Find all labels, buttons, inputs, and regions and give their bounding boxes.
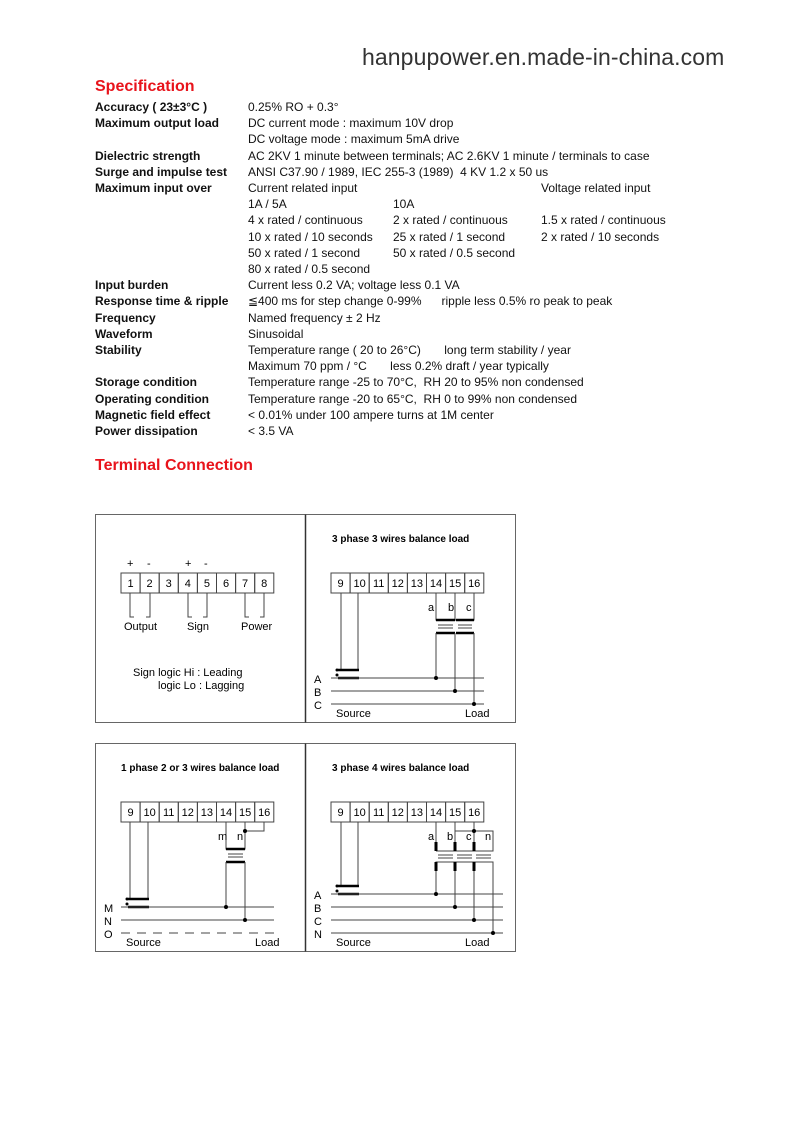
terminal-label: 16 [468, 807, 481, 819]
svg-text:a: a [428, 602, 435, 614]
terminal-label: 14 [219, 807, 233, 819]
terminal-label: 13 [410, 807, 424, 819]
terminal-label: 15 [448, 578, 462, 590]
svg-text:Sign logic Hi : Leading: Sign logic Hi : Leading [133, 667, 243, 679]
terminal-label: 9 [337, 578, 344, 590]
svg-text:Load: Load [255, 937, 280, 949]
terminal-label: 15 [448, 807, 462, 819]
terminal-label: 7 [242, 578, 249, 590]
spec-value: < 0.01% under 100 ampere turns at 1M center [248, 407, 494, 422]
svg-text:+: + [185, 558, 192, 570]
spec-value: 50 x rated / 1 second 50 x rated / 0.5 second [248, 245, 516, 260]
spec-value: Named frequency ± 2 Hz [248, 310, 381, 325]
terminal-label: 13 [200, 807, 214, 819]
svg-text:N: N [104, 916, 112, 928]
terminal-connection-heading: Terminal Connection [95, 457, 253, 474]
terminal-label: 8 [261, 578, 268, 590]
terminal-label: 1 [127, 578, 134, 590]
spec-label: Dielectric strength [95, 148, 201, 163]
svg-text:Load: Load [465, 937, 490, 949]
terminal-label: 4 [184, 578, 191, 590]
spec-value: DC current mode : maximum 10V drop [248, 116, 454, 131]
site-url: hanpupower.en.made-in-china.com [362, 44, 725, 70]
spec-value: Current related input Voltage related input [248, 181, 651, 196]
spec-value: ≦400 ms for step change 0-99% ripple less 0.5% ro peak to peak [248, 294, 613, 309]
spec-value: Temperature range ( 20 to 26°C) long term stability / year [248, 343, 571, 358]
svg-text:Source: Source [336, 937, 371, 949]
svg-text:+: + [127, 558, 134, 570]
spec-label: Magnetic field effect [95, 407, 211, 422]
spec-label: Power dissipation [95, 424, 198, 439]
spec-value: Temperature range -20 to 65°C, RH 0 to 99% non condensed [248, 391, 577, 406]
spec-value: AC 2KV 1 minute between terminals; AC 2.6KV 1 minute / terminals to case [248, 148, 650, 163]
svg-text:Load: Load [465, 708, 490, 720]
terminal-label: 11 [372, 578, 385, 590]
terminal-label: 10 [143, 807, 156, 819]
spec-value: Current less 0.2 VA; voltage less 0.1 VA [248, 278, 460, 293]
svg-text:3 phase 3 wires balance load: 3 phase 3 wires balance load [332, 534, 470, 545]
svg-text:B: B [314, 687, 322, 699]
spec-label: Operating condition [95, 391, 209, 406]
spec-value: Temperature range -25 to 70°C, RH 20 to 95% non condensed [248, 375, 584, 390]
spec-label: Surge and impulse test [95, 164, 228, 179]
svg-text:O: O [104, 929, 113, 941]
svg-text:C: C [314, 916, 322, 928]
svg-text:c: c [466, 831, 472, 843]
spec-value: DC voltage mode : maximum 5mA drive [248, 132, 460, 147]
spec-value: Sinusoidal [248, 326, 304, 341]
terminal-label: 12 [391, 578, 404, 590]
spec-label: Maximum input over [95, 181, 212, 196]
svg-text:B: B [314, 903, 322, 915]
specification-heading: Specification [95, 78, 195, 95]
spec-value: Maximum 70 ppm / °C less 0.2% draft / year typically [248, 359, 549, 374]
terminal-label: 9 [127, 807, 134, 819]
svg-text:a: a [428, 831, 435, 843]
spec-label: Response time & ripple [95, 294, 229, 309]
spec-label: Input burden [95, 278, 169, 293]
svg-text:n: n [485, 831, 492, 843]
svg-text:b: b [448, 602, 455, 614]
terminal-label: 10 [353, 807, 366, 819]
terminal-label: 15 [238, 807, 252, 819]
diagram-1phase [104, 763, 279, 949]
terminal-label: 6 [222, 578, 230, 590]
svg-text:N: N [314, 929, 322, 941]
spec-value: < 3.5 VA [248, 424, 294, 439]
svg-text:Source: Source [126, 937, 161, 949]
svg-text:3 phase 4 wires balance load: 3 phase 4 wires balance load [332, 763, 470, 774]
svg-text:Output: Output [124, 621, 158, 633]
spec-label: Frequency [95, 310, 156, 325]
terminal-label: 13 [410, 578, 424, 590]
svg-text:c: c [466, 602, 472, 614]
spec-value: 1A / 5A 10A [248, 197, 415, 212]
spec-value: 80 x rated / 0.5 second [248, 262, 371, 277]
svg-text:n: n [237, 831, 244, 843]
terminal-label: 3 [165, 578, 172, 590]
terminal-label: 12 [391, 807, 404, 819]
terminal-label: 12 [181, 807, 194, 819]
terminal-label: 5 [203, 578, 210, 590]
spec-value: 0.25% RO + 0.3° [248, 100, 339, 114]
terminal-label: 10 [353, 578, 366, 590]
svg-text:C: C [314, 700, 322, 712]
spec-value: 4 x rated / continuous 2 x rated / continuous 1.5 x rated / continuous [248, 213, 666, 228]
svg-text:Sign: Sign [187, 621, 210, 633]
terminal-label: 16 [468, 578, 481, 590]
diagram-3phase-4wire [314, 763, 503, 949]
svg-text:M: M [104, 903, 114, 915]
spec-label: Accuracy ( 23±3°C ) [95, 100, 208, 114]
svg-text:Power: Power [241, 621, 273, 633]
spec-label: Maximum output load [95, 116, 219, 131]
svg-text:Source: Source [336, 708, 371, 720]
terminal-label: 9 [337, 807, 344, 819]
svg-text:logic Lo : Lagging: logic Lo : Lagging [158, 680, 245, 692]
diagram-3phase-3wire [314, 534, 489, 720]
svg-text:-: - [204, 558, 208, 570]
terminal-label: 11 [372, 807, 385, 819]
svg-text:m: m [218, 831, 228, 843]
svg-text:b: b [447, 831, 454, 843]
terminal-label: 14 [429, 807, 443, 819]
svg-text:1 phase 2 or 3 wires balance l: 1 phase 2 or 3 wires balance load [121, 763, 280, 774]
spec-label: Storage condition [95, 375, 197, 390]
svg-text:-: - [147, 558, 151, 570]
svg-text:A: A [314, 890, 322, 902]
spec-value: 10 x rated / 10 seconds 25 x rated / 1 second 2 x rated / 10 seconds [248, 229, 660, 244]
spec-label: Stability [95, 343, 142, 358]
svg-text:A: A [314, 674, 322, 686]
diagram-terminals-1-8 [121, 558, 274, 692]
terminal-label: 11 [162, 807, 175, 819]
spec-value: ANSI C37.90 / 1989, IEC 255-3 (1989) 4 KV 1.2 x 50 us [248, 164, 549, 179]
terminal-label: 14 [429, 578, 443, 590]
terminal-label: 2 [146, 578, 153, 590]
spec-label: Waveform [95, 326, 153, 341]
terminal-label: 16 [258, 807, 271, 819]
